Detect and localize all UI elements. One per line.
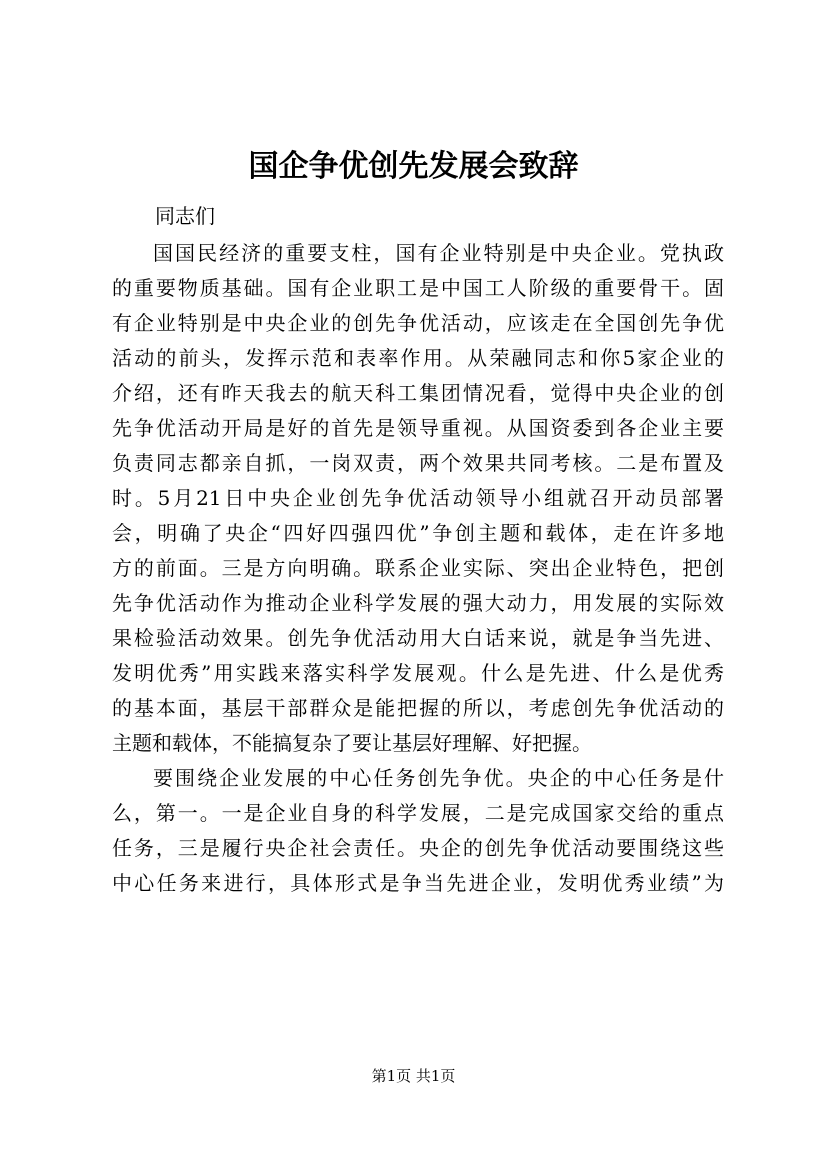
- paragraph-line: 有企业特别是中央企业的创先争优活动，应该走在全国创先争优: [112, 311, 724, 335]
- paragraph-line: 负责同志都亲自抓，一岗双责，两个效果共同考核。二是布置及: [112, 451, 724, 475]
- paragraph-line: 要围绕企业发展的中心任务创先争优。央企的中心任务是什: [153, 766, 724, 790]
- paragraph-line: 主题和载体，不能搞复杂了要让基层好理解、好把握。: [112, 731, 592, 755]
- paragraph-line: 发明优秀”用实践来落实科学发展观。什么是先进、什么是优秀: [112, 661, 724, 685]
- paragraph-line: 中心任务来进行，具体形式是争当先进企业，发明优秀业绩”为: [112, 871, 724, 895]
- paragraph-line: 的基本面，基层干部群众是能把握的所以，考虑创先争优活动的: [112, 696, 724, 720]
- paragraph-line: 方的前面。三是方向明确。联系企业实际、突出企业特色，把创: [112, 556, 724, 580]
- page-footer: 第1页 共1页: [371, 1067, 456, 1085]
- paragraph-line: 介绍，还有昨天我去的航天科工集团情况看，觉得中央企业的创: [112, 381, 724, 405]
- paragraph-line: 国国民经济的重要支柱，国有企业特别是中央企业。党执政: [153, 241, 724, 265]
- paragraph-line: 么，第一。一是企业自身的科学发展，二是完成国家交给的重点: [112, 801, 724, 825]
- salutation: 同志们: [155, 204, 215, 228]
- document-title: 国企争优创先发展会致辞: [248, 149, 579, 184]
- paragraph-line: 先争优活动开局是好的首先是领导重视。从国资委到各企业主要: [112, 416, 724, 440]
- paragraph-line: 的重要物质基础。国有企业职工是中国工人阶级的重要骨干。固: [112, 276, 724, 300]
- paragraph-line: 会，明确了央企“四好四强四优”争创主题和载体，走在许多地: [112, 521, 724, 545]
- paragraph-line: 果检验活动效果。创先争优活动用大白话来说，就是争当先进、: [112, 626, 724, 650]
- paragraph-line: 先争优活动作为推动企业科学发展的强大动力，用发展的实际效: [112, 591, 724, 615]
- document-body: [112, 236, 724, 901]
- paragraph-line: 任务，三是履行央企社会责任。央企的创先争优活动要围绕这些: [112, 836, 724, 860]
- paragraph-line: 活动的前头，发挥示范和表率作用。从荣融同志和你5家企业的: [112, 346, 724, 370]
- paragraph-line: 时。5月21日中央企业创先争优活动领导小组就召开动员部署: [112, 486, 724, 510]
